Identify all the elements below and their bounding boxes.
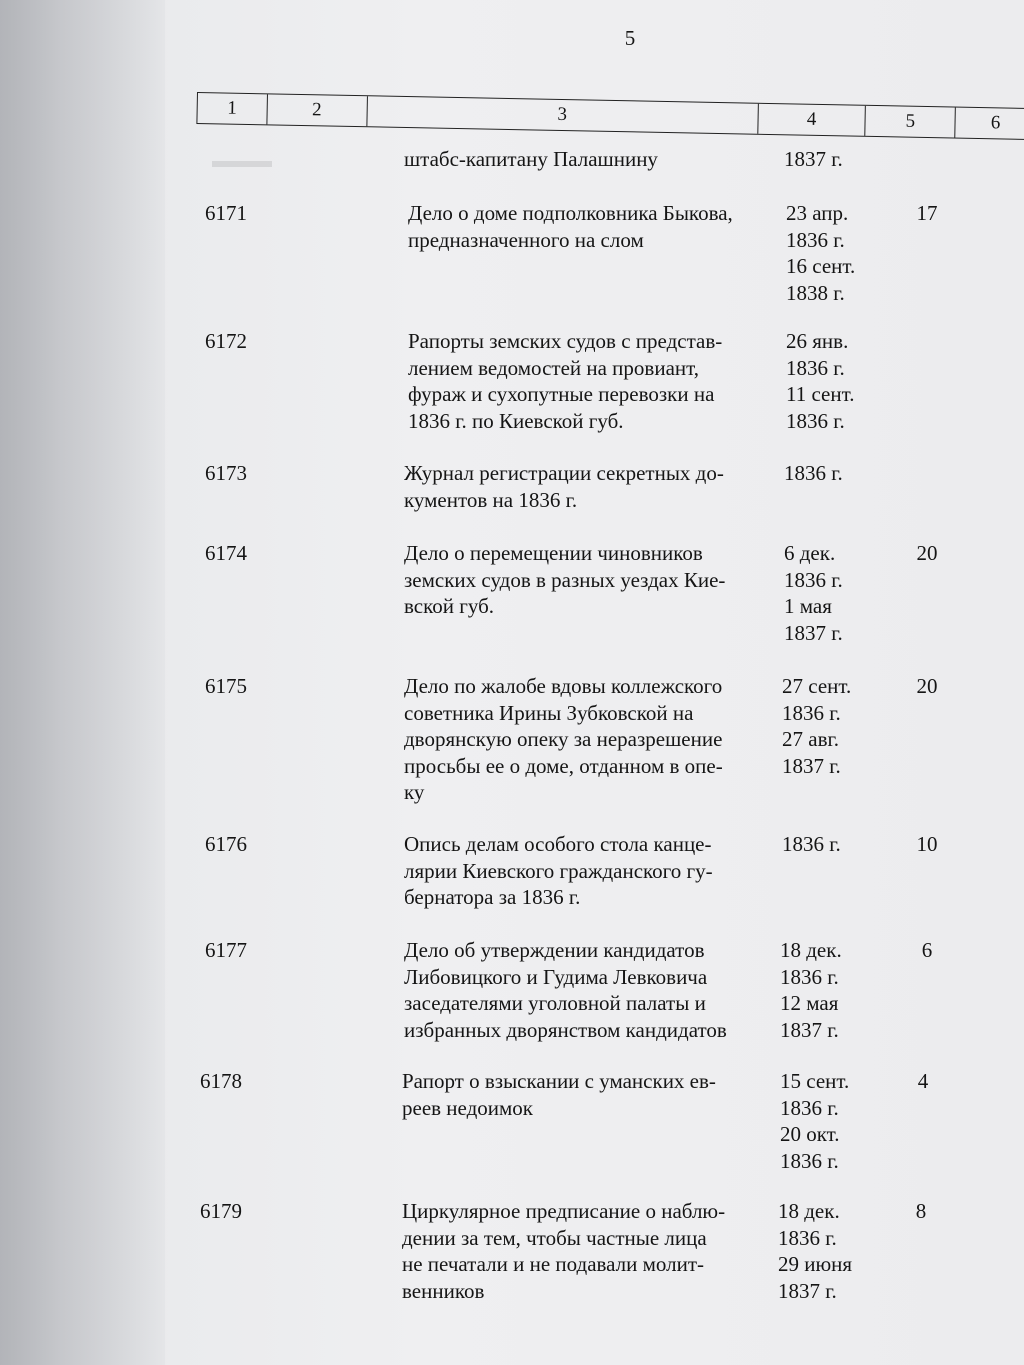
book-spine-shadow: [0, 0, 165, 1365]
record-description: Дело о перемещении чиновников земских судов в разных уездах Кие- вской губ.: [404, 541, 726, 618]
record-number: 6177: [205, 938, 247, 962]
record-description: Циркулярное предписание о наблю- дении за тем, чтобы частные лица не печатали и не подавали молит- венников: [402, 1199, 726, 1303]
record-sheets: 4: [917, 1069, 929, 1093]
record-sheets: 20: [916, 674, 938, 698]
record-dates: 6 дек. 1836 г. 1 мая 1837 г.: [784, 541, 843, 645]
record-description: Опись делам особого стола канце- лярии Киевского гражданского гу- бернатора за 1836 г.: [404, 832, 713, 909]
record-description: Журнал регистрации секретных до- кументов на 1836 г.: [404, 461, 724, 512]
record-number: 6174: [205, 541, 247, 565]
column-header: 6: [990, 112, 1001, 134]
record-number: 6173: [205, 461, 247, 485]
bleed-through: ▬▬▬: [212, 150, 272, 172]
record-number: 6175: [205, 674, 247, 698]
record-description: Рапорт о взыскании с уманских ев- реев недоимок: [402, 1069, 716, 1120]
record-sheets: 17: [916, 201, 938, 225]
record-dates: 18 дек. 1836 г. 12 мая 1837 г.: [780, 938, 842, 1042]
record-dates: 26 янв. 1836 г. 11 сент. 1836 г.: [786, 329, 855, 433]
record-number: 6176: [205, 832, 247, 856]
column-header: 1: [197, 93, 267, 124]
record-sheets: 6: [921, 938, 933, 962]
record-description: Дело об утверждении кандидатов Либовицкого и Гудима Левковича заседателями уголовной палаты и избранных дворянством кандидатов: [404, 938, 727, 1042]
column-header: 4: [758, 104, 866, 136]
record-dates: 18 дек. 1836 г. 29 июня 1837 г.: [778, 1199, 853, 1303]
record-sheets: 8: [915, 1199, 927, 1223]
table-header: [196, 92, 1024, 140]
record-dates: 27 сент. 1836 г. 27 авг. 1837 г.: [782, 674, 852, 778]
record-dates: 1837 г.: [784, 147, 843, 171]
record-dates: 1836 г.: [784, 461, 843, 485]
record-description: Дело о доме подполковника Быкова, предназначенного на слом: [408, 201, 733, 252]
page-number: 5: [624, 26, 636, 50]
record-sheets: 10: [916, 832, 938, 856]
record-description: Дело по жалобе вдовы коллежского советника Ирины Зубковской на дворянскую опеку за неразрешение просьбы ее о доме, отданном в опе- ку: [404, 674, 723, 804]
record-number: 6171: [205, 201, 247, 225]
record-number: 6178: [200, 1069, 242, 1093]
column-header: 3: [367, 96, 759, 134]
record-description: штабс-капитану Палашнину: [404, 147, 658, 171]
record-dates: 15 сент. 1836 г. 20 окт. 1836 г.: [780, 1069, 850, 1173]
record-dates: 23 апр. 1836 г. 16 сент. 1838 г.: [786, 201, 856, 305]
record-number: 6172: [205, 329, 247, 353]
record-sheets: 20: [916, 541, 938, 565]
record-number: 6179: [200, 1199, 242, 1223]
column-header: 5: [866, 106, 956, 138]
record-dates: 1836 г.: [782, 832, 841, 856]
column-header: 2: [267, 94, 367, 126]
record-description: Рапорты земских судов с представ- лением ведомостей на провиант, фураж и сухопутные перевозки на 1836 г. по Киевской губ.: [408, 329, 723, 433]
